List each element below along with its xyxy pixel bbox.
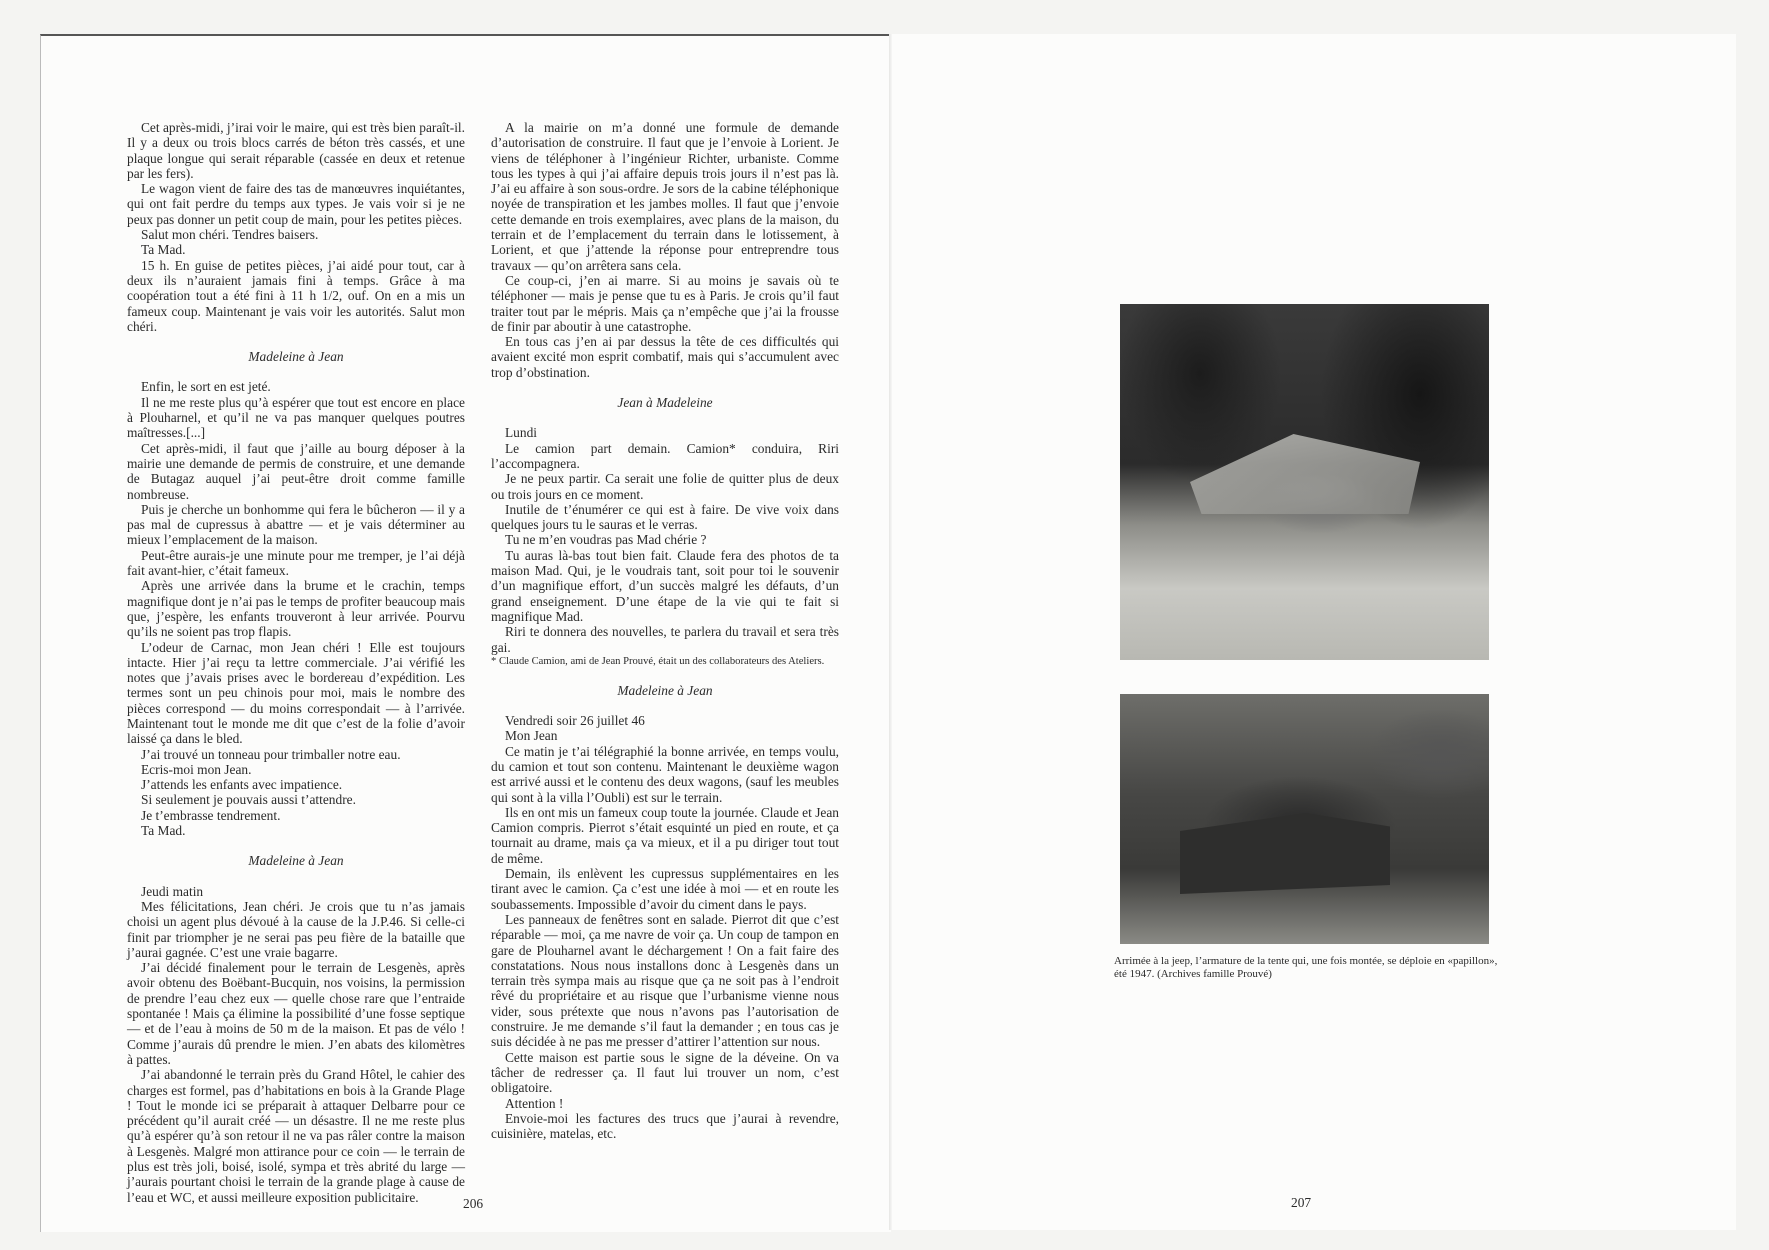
paragraph: Les panneaux de fenêtres sont en salade. Pierrot dit que c’est réparable — moi, ça me navre de voir ça. Un coup de tampon en gare de Plouharnel avant le déchargement ! On a fait faire des constatations. Nous nous installons donc à Lesgenès dans un terrain très sympa mais au risque que ça ne soit pas à l’endroit rêvé du propriétaire et au risque que l’urbanisme vienne nous vider, sous prétexte que nous n’avons pas l’autorisation de construire. Je me demande s’il faut la demander ; en tous cas je suis décidée à ne pas me presser d’attirer l’attention sur nous. bbox=[491, 911, 839, 1050]
footnote: * Claude Camion, ami de Jean Prouvé, était un des collaborateurs des Ateliers. bbox=[491, 655, 825, 667]
letter-heading: Madeleine à Jean bbox=[248, 853, 344, 869]
jeep-shape bbox=[1180, 804, 1390, 894]
letter-heading: Jean à Madeleine bbox=[617, 395, 713, 411]
paragraph: Si seulement je pouvais aussi t’attendre. bbox=[141, 792, 356, 808]
paragraph: Riri te donnera des nouvelles, te parlera du travail et sera très gai. bbox=[491, 624, 839, 655]
paragraph: Mes félicitations, Jean chéri. Je crois que tu n’as jamais choisi un agent plus dévoué à la cause de la J.P.46. Si celle-ci finit par triompher je ne serai pas peu fière de la bataille que j’aurai gagnée. C’est une vraie bagarre. bbox=[127, 898, 465, 960]
photo-caption: Arrimée à la jeep, l’armature de la tente qui, une fois montée, se déploie en «papillon», été 1947. (Archives famille Prouvé) bbox=[1114, 955, 1498, 980]
paragraph: Attention ! bbox=[505, 1095, 564, 1111]
paragraph: Jeudi matin bbox=[141, 883, 204, 899]
paragraph: 15 h. En guise de petites pièces, j’ai aidé pour tout, car à deux ils n’auraient jamais fini à temps. Grâce à ma coopération tout a été fini à 11 h 1/2, ouf. On en a mis un fameux coup. Maintenant je vais voir les autorités. Salut mon chéri. bbox=[127, 257, 465, 334]
photo-jeep bbox=[1120, 694, 1489, 944]
paragraph: Tu auras là-bas tout bien fait. Claude fera des photos de ta maison Mad. Qui, je le voudrais tant, soit pour toi le souvenir d’un magnifique effort, d’un succès malgré les défauts, d’un grand enseignement. D’une étape de la vie qui te fait si magnifique Mad. bbox=[491, 547, 839, 624]
paragraph: Puis je cherche un bonhomme qui fera le bûcheron — il y a pas mal de cupressus à abattre — et je vais déterminer au mieux l’emplacement de la maison. bbox=[127, 501, 465, 548]
paragraph: Ce matin je t’ai télégraphié la bonne arrivée, en temps voulu, du camion et tout son contenu. Maintenant le deuxième wagon est arrivé aussi et le contenu des deux wagons, (sauf les meubles qui sont à la villa l’Oubli) est sur le terrain. bbox=[491, 743, 839, 805]
paragraph: Ta Mad. bbox=[141, 242, 186, 258]
paragraph: J’ai trouvé un tonneau pour trimballer notre eau. bbox=[141, 746, 401, 762]
paragraph: Après une arrivée dans la brume et le crachin, temps magnifique dont je n’ai pas le temps de profiter beaucoup mais que, j’espère, les enfants trouveront à leur arrivée. Pourvu qu’ils ne soient pas trop flapis. bbox=[127, 578, 465, 640]
paragraph: Ce coup-ci, j’en ai marre. Si au moins je savais où te téléphoner — mais je pense que tu es à Paris. Je crois qu’il faut traiter tout par le mépris. Mais ça n’empêche que j’ai la frousse de finir par aboutir à une catastrophe. bbox=[491, 272, 839, 334]
paragraph: J’attends les enfants avec impatience. bbox=[141, 777, 343, 793]
paragraph: Peut-être aurais-je une minute pour me tremper, je l’ai déjà fait avant-hier, c’était fameux. bbox=[127, 547, 465, 579]
paragraph: Tu ne m’en voudras pas Mad chérie ? bbox=[505, 532, 707, 548]
paragraph: A la mairie on m’a donné une formule de demande d’autorisation de construire. Il faut que je l’envoie à Lorient. Je viens de téléphoner à l’ingénieur Richter, urbaniste. Comme tous les types à qui j’ai affaire depuis trois jours il n’est pas là. J’ai eu affaire à son sous-ordre. Je sors de la cabine téléphonique noyée de transpiration et les jambes molles. Il faut que j’envoie cette demande en trois exemplaires, avec plans de la maison, du terrain et de l’emplacement du terrain dans le lotissement, à Lorient, et que j’attende la réponse pour entreprendre tous travaux — qu’on arrêtera sans cela. bbox=[491, 120, 839, 273]
paragraph: Cet après-midi, j’irai voir le maire, qui est très bien paraît-il. Il y a deux ou trois blocs carrés de béton très cassés, et une plaque longue qui serait réparable (cassée en deux et retenue par les fers). bbox=[127, 120, 465, 181]
paragraph: Cette maison est partie sous le signe de la déveine. On va tâcher de redresser ça. Il faut lui trouver un nom, c’est obligatoire. bbox=[491, 1049, 839, 1096]
paragraph: Demain, ils enlèvent les cupressus supplémentaires en les tirant avec le camion. Ça c’est une idée à moi — et en route les soubassements. Impossible d’avoir du ciment dans le pays. bbox=[491, 866, 839, 912]
paragraph: Je t’embrasse tendrement. bbox=[141, 807, 281, 823]
paragraph: Le camion part demain. Camion* conduira, Riri l’accompagnera. bbox=[491, 440, 839, 471]
paragraph: Ta Mad. bbox=[141, 823, 186, 839]
book-gutter bbox=[889, 34, 892, 1230]
tent-shape bbox=[1190, 434, 1420, 514]
letter-heading: Madeleine à Jean bbox=[248, 349, 344, 365]
paragraph: J’ai décidé finalement pour le terrain de Lesgenès, après avoir obtenu des Boëbant-Bucquin, nos voisins, la permission de prendre l’eau chez eux — quelle chose rare que l’entraide spontanée ! Mais ça élimine la possibilité d’une fosse septique — et de l’eau à moins de 50 m de la maison. Et pas de vélo ! Comme j’aurais dû prendre le mien. J’en abats des kilomètres à pattes. bbox=[127, 960, 465, 1067]
text-column-1 bbox=[127, 120, 465, 1205]
paragraph: Vendredi soir 26 juillet 46 bbox=[505, 713, 645, 729]
letter-heading: Madeleine à Jean bbox=[617, 682, 713, 698]
paragraph: Le wagon vient de faire des tas de manœuvres inquiétantes, qui ont fait perdre du temps aux types. Je vais voir si je ne peux pas donner un petit coup de main, pour les petites pièces. bbox=[127, 181, 465, 227]
paragraph: En tous cas j’en ai par dessus la tête de ces difficultés qui avaient excité mon esprit combatif, mais qui s’accumulent avec trop d’obstination. bbox=[491, 334, 839, 380]
paragraph: Je ne peux partir. Ca serait une folie de quitter plus de deux ou trois jours en ce moment. bbox=[491, 471, 839, 502]
paragraph: Envoie-moi les factures des trucs que j’aurai à revendre, cuisinière, matelas, etc. bbox=[491, 1110, 839, 1142]
page-number-right: 207 bbox=[1291, 1195, 1312, 1210]
page-number-left: 206 bbox=[463, 1196, 484, 1211]
paragraph: J’ai abandonné le terrain près du Grand Hôtel, le cahier des charges est formel, pas d’habitations en bois à la Grande Plage ! Tout le monde ici se préparait à attaquer Delbarre pour ce précédent qu’il aurait créé — un désastre. Il ne me reste plus qu’à espérer qu’à son retour il ne va pas râler contre la maison à Lesgenès. Malgré mon attirance pour ce coin — le terrain de plus est très joli, boisé, isolé, sympa et très abrité du large — j’aurais pourtant choisi le terrain de la grande plage à cause de l’eau et WC, et aussi meilleure exposition publicitaire. bbox=[127, 1067, 465, 1205]
paragraph: L’odeur de Carnac, mon Jean chéri ! Elle est toujours intacte. Hier j’ai reçu ta lettre commerciale. J’ai vérifié les notes que j’avais prises avec le bordereau d’expédition. Les termes sont un peu chinois pour moi, mais le nombre des pièces correspond — du moins correspondait — à l’arrivée. Maintenant tout le monde me dit que c’est de la folie d’avoir laissé ça dans le bled. bbox=[127, 639, 465, 747]
paragraph: Mon Jean bbox=[505, 728, 558, 744]
paragraph: Ils en ont mis un fameux coup toute la journée. Claude et Jean Camion compris. Pierrot s’était esquinté un pied en route, et ça tournait au drame, mais ça va mieux, et il a pu diriger tout tout de même. bbox=[491, 804, 839, 866]
paragraph: Cet après-midi, il faut que j’aille au bourg déposer à la mairie une demande de permis de construire, et une demande de Butagaz auquel j’ai peut-être droit comme famille nombreuse. bbox=[127, 440, 465, 502]
paragraph: Salut mon chéri. Tendres baisers. bbox=[141, 227, 319, 243]
paragraph: Inutile de t’énumérer ce qui est à faire. De vive voix dans quelques jours tu le sauras et le verras. bbox=[491, 501, 839, 533]
paragraph: Il ne me reste plus qu’à espérer que tout est encore en place à Plouharnel, et qu’il ne va pas manquer quelques poutres maîtresses.[...] bbox=[127, 394, 465, 441]
paragraph: Ecris-moi mon Jean. bbox=[141, 761, 252, 777]
photo-tent-camp bbox=[1120, 304, 1489, 660]
paragraph: Lundi bbox=[505, 425, 537, 441]
text-column-2 bbox=[491, 120, 839, 1141]
paragraph: Enfin, le sort en est jeté. bbox=[141, 379, 271, 395]
